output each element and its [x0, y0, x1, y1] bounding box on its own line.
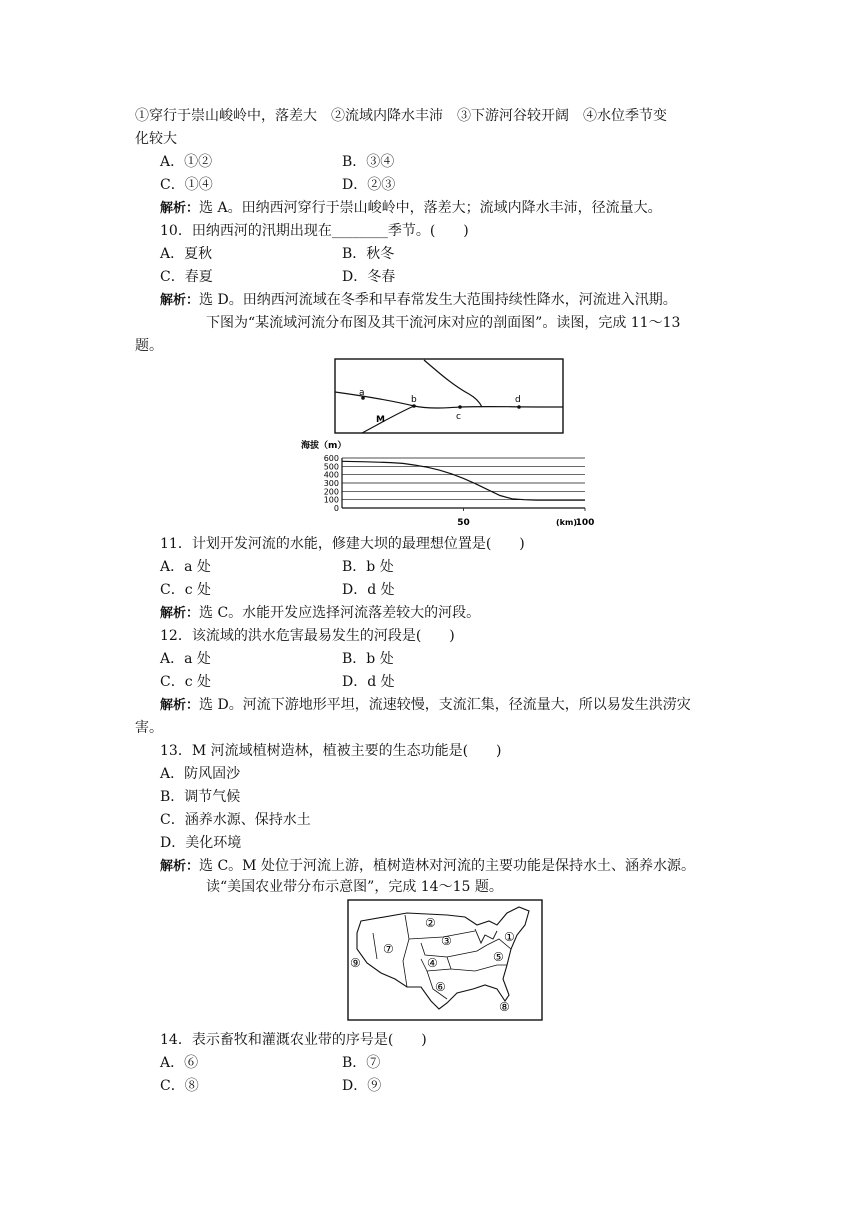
y-tick-0: 0 — [333, 504, 339, 513]
q13-analysis-text: 选 C。M 处位于河流上游，植树造林对河流的主要功能是保持水土、涵养水源。 — [199, 858, 695, 874]
q13-option-d: D．美化环境 — [160, 835, 242, 851]
q14-stem: 14．表示畜牧和灌溉农业带的序号是( ) — [160, 1032, 427, 1048]
label-m: M — [376, 415, 385, 425]
label-a: a — [359, 388, 365, 398]
q13-stem: 13．M 河流域植树造林，植被主要的生态功能是( ) — [160, 743, 502, 759]
q10-stem: 10．田纳西河的汛期出现在________季节。( ) — [160, 223, 469, 239]
y-tick-300: 300 — [323, 479, 339, 488]
intro-14-15: 读“美国农业带分布示意图”，完成 14～15 题。 — [206, 879, 503, 895]
belt-label-6: ⑥ — [435, 980, 446, 994]
elevation-profile-line — [342, 461, 585, 500]
q9-option-b: B．③④ — [342, 154, 395, 170]
q10-option-a: A．夏秋 — [160, 246, 213, 262]
q10-option-c: C．春夏 — [160, 269, 213, 285]
q10-analysis-label: 解析： — [160, 293, 200, 308]
y-tick-400: 400 — [323, 470, 339, 480]
intro-11-13-line-1: 下图为“某流域河流分布图及其干流河床对应的剖面图”。读图，完成 11～13 — [206, 315, 681, 331]
x-tick-100: 100 — [575, 518, 595, 528]
q11-option-d: D．d 处 — [342, 582, 395, 598]
x-axis-unit: (km) — [556, 518, 577, 527]
point-c-marker — [458, 405, 462, 409]
y-tick-labels — [324, 454, 339, 513]
q13-analysis — [160, 856, 695, 877]
belt-label-4: ④ — [427, 956, 438, 970]
q13-option-b: B．调节气候 — [160, 789, 241, 805]
river-basin-map — [334, 358, 564, 434]
q13-option-c: C．涵养水源、保持水土 — [160, 812, 311, 828]
q11-option-c: C．c 处 — [160, 582, 212, 598]
q11-analysis — [160, 603, 480, 624]
q12-analysis-label: 解析： — [160, 698, 200, 713]
q9-analysis — [160, 198, 662, 219]
y-axis-label: 海拔（m） — [301, 441, 347, 451]
q12-analysis-line-2: 害。 — [135, 720, 163, 736]
label-c: c — [456, 412, 461, 422]
q11-analysis-text: 选 C。水能开发应选择河流落差较大的河段。 — [199, 605, 481, 621]
x-tick-50: 50 — [457, 518, 470, 528]
y-tick-100: 100 — [323, 495, 339, 505]
q10-analysis-text: 选 D。田纳西河流域在冬季和早春常发生大范围持续性降水，河流进入汛期。 — [199, 292, 677, 308]
q12-analysis-line-1 — [160, 695, 691, 716]
q9-analysis-label: 解析： — [160, 201, 200, 216]
q12-option-d: D．d 处 — [342, 674, 395, 690]
q10-analysis — [160, 290, 677, 311]
q13-analysis-label: 解析： — [160, 859, 200, 874]
q12-stem: 12．该流域的洪水危害最易发生的河段是( ) — [160, 628, 455, 644]
q9-option-d: D．②③ — [342, 177, 396, 193]
us-agriculture-map — [347, 899, 543, 1021]
belt-label-2: ② — [425, 916, 436, 930]
q13-option-a: A．防风固沙 — [160, 766, 241, 782]
label-d: d — [515, 395, 521, 405]
q9-analysis-text: 选 A。田纳西河穿行于崇山峻岭中，落差大；流域内降水丰沛，径流量大。 — [199, 200, 662, 216]
y-tick-600: 600 — [323, 454, 339, 463]
intro-11-13-line-2: 题。 — [135, 338, 163, 354]
q14-option-b: B．⑦ — [342, 1055, 381, 1071]
q10-option-b: B．秋冬 — [342, 246, 395, 262]
belt-label-7: ⑦ — [383, 942, 394, 956]
q9-option-c: C．①④ — [160, 177, 213, 193]
q11-analysis-label: 解析： — [160, 606, 200, 621]
q12-option-a: A．a 处 — [160, 651, 211, 667]
q12-option-c: C．c 处 — [160, 674, 212, 690]
q14-option-d: D．⑨ — [342, 1078, 382, 1094]
q9-option-a: A．①② — [160, 154, 213, 170]
belt-label-1: ① — [504, 930, 515, 944]
belt-label-3: ③ — [441, 934, 452, 948]
q11-stem: 11．计划开发河流的水能，修建大坝的最理想位置是( ) — [160, 536, 525, 552]
belt-label-8: ⑧ — [499, 1000, 510, 1014]
q11-option-b: B．b 处 — [342, 559, 394, 575]
q14-option-c: C．⑧ — [160, 1078, 199, 1094]
q9-stem-line-1: ①穿行于崇山峻岭中，落差大 ②流域内降水丰沛 ③下游河谷较开阔 ④水位季节变 — [135, 108, 667, 124]
q12-option-b: B．b 处 — [342, 651, 394, 667]
q11-option-a: A．a 处 — [160, 559, 211, 575]
label-b: b — [411, 395, 417, 405]
belt-label-9: ⑨ — [350, 956, 361, 970]
y-tick-500: 500 — [323, 462, 339, 472]
belt-label-5: ⑤ — [493, 950, 504, 964]
q10-option-d: D．冬春 — [342, 269, 396, 285]
q14-option-a: A．⑥ — [160, 1055, 199, 1071]
q12-analysis-text: 选 D。河流下游地形平坦，流速较慢，支流汇集，径流量大，所以易发生洪涝灾 — [199, 697, 691, 713]
y-tick-200: 200 — [323, 487, 339, 497]
q9-stem-line-2: 化较大 — [135, 131, 177, 147]
elevation-profile-chart — [300, 436, 595, 528]
point-d-marker — [517, 405, 521, 409]
